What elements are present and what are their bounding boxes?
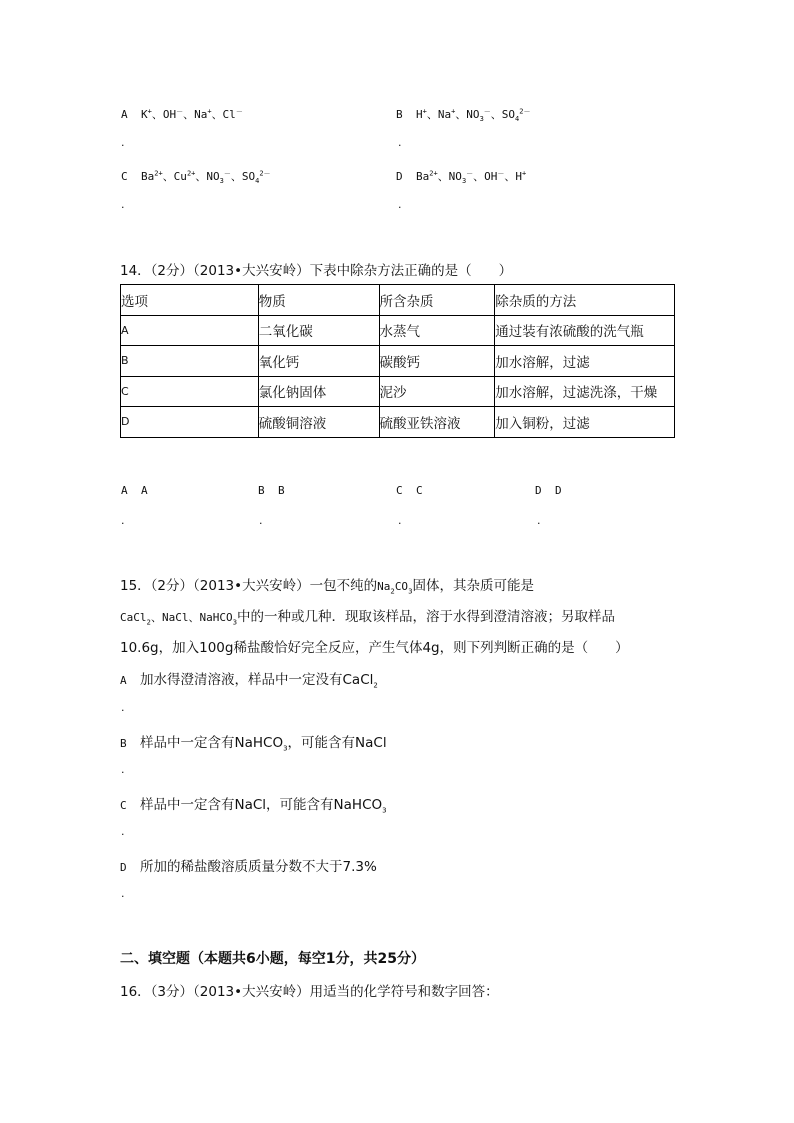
option-letter: C: [121, 170, 128, 183]
q14-answer-a: A A: [121, 484, 148, 497]
cell-impurity: 硫酸亚铁溶液: [379, 407, 495, 438]
cell-option: C: [121, 376, 259, 407]
q13-option-d: D $Ba^{2+}$、$NO_3^-$、OH－、H+: [396, 169, 527, 186]
q13-d-dot: .: [398, 198, 402, 211]
header-method: 除杂质的方法: [495, 285, 675, 316]
cell-option: A: [121, 315, 259, 346]
table-row: [121, 407, 675, 438]
q15-a-dot: .: [121, 701, 125, 714]
table-row: [121, 346, 675, 377]
cell-substance: 氧化钙: [258, 346, 379, 377]
header-substance: 物质: [258, 285, 379, 316]
table-row: [121, 315, 675, 346]
q15-option-a: A 加水得澄清溶液，样品中一定没有CaCl$_2$: [120, 672, 378, 690]
q14-c-dot: .: [398, 514, 402, 527]
q14-answer-c: C C: [396, 484, 423, 497]
cell-method: 加水溶解，过滤: [495, 346, 675, 377]
q13-c-dot: .: [121, 198, 125, 211]
q14-stem: 14．（2分）（2013•大兴安岭）下表中除杂方法正确的是（ ）: [120, 263, 513, 279]
cell-method: 加入铜粉，过滤: [495, 407, 675, 438]
option-letter: A: [121, 108, 128, 121]
table-header-row: [121, 285, 675, 316]
cell-option: D: [121, 407, 259, 438]
option-letter: B: [396, 108, 403, 121]
cell-substance: 硫酸铜溶液: [258, 407, 379, 438]
q14-answer-d: D D: [535, 484, 562, 497]
q15-line-1: 15．（2分）（2013•大兴安岭）一包不纯的$Na_2CO_3$固体，其杂质可能是: [120, 578, 535, 596]
q14-d-dot: .: [537, 514, 541, 527]
cell-substance: 二氧化碳: [258, 315, 379, 346]
cell-option: B: [121, 346, 259, 377]
q13-a-dot: .: [121, 136, 125, 149]
cell-substance: 氯化钠固体: [258, 376, 379, 407]
q16-stem: 16．（3分）（2013•大兴安岭）用适当的化学符号和数字回答：: [120, 984, 499, 1000]
q14-answer-b: B B: [258, 484, 285, 497]
q14-a-dot: .: [121, 514, 125, 527]
q13-option-a: A K+、OH－、Na+、Cl－: [121, 107, 243, 121]
q14-table: [120, 284, 675, 438]
q15-b-dot: .: [121, 763, 125, 776]
q13-option-b: B H+、Na+、$NO_3^-$、$SO_4^{2-}$: [396, 107, 531, 124]
q15-d-dot: .: [121, 887, 125, 900]
section-title: 二、填空题（本题共6小题，每空1分，共25分）: [120, 951, 425, 967]
q15-c-dot: .: [121, 825, 125, 838]
header-option: 选项: [121, 285, 259, 316]
cell-impurity: 碳酸钙: [379, 346, 495, 377]
q15-line-2: CaCl$_2$、NaCl、NaHCO$_3$中的一种或几种．现取该样品，溶于水得到澄清溶液；另取样品: [120, 609, 616, 627]
header-impurity: 所含杂质: [379, 285, 495, 316]
q15-line-3: 10.6g，加入100g稀盐酸恰好完全反应，产生气体4g，则下列判断正确的是（ ）: [120, 640, 629, 656]
cell-method: 通过装有浓硫酸的洗气瓶: [495, 315, 675, 346]
cell-impurity: 水蒸气: [379, 315, 495, 346]
q15-option-b: B 样品中一定含有NaHCO$_3$，可能含有NaCl: [120, 735, 387, 753]
q14-b-dot: .: [259, 514, 263, 527]
option-letter: D: [396, 170, 403, 183]
q15-option-d: D 所加的稀盐酸溶质质量分数不大于7.3%: [120, 859, 377, 875]
q13-option-c: C $Ba^{2+}$、$Cu^{2+}$、$NO_3^-$、$SO_4^{2-}$: [121, 169, 271, 186]
cell-method: 加水溶解，过滤洗涤，干燥: [495, 376, 675, 407]
table-row: [121, 376, 675, 407]
cell-impurity: 泥沙: [379, 376, 495, 407]
q13-b-dot: .: [398, 136, 402, 149]
q15-option-c: C 样品中一定含有NaCl，可能含有NaHCO$_3$: [120, 797, 387, 815]
